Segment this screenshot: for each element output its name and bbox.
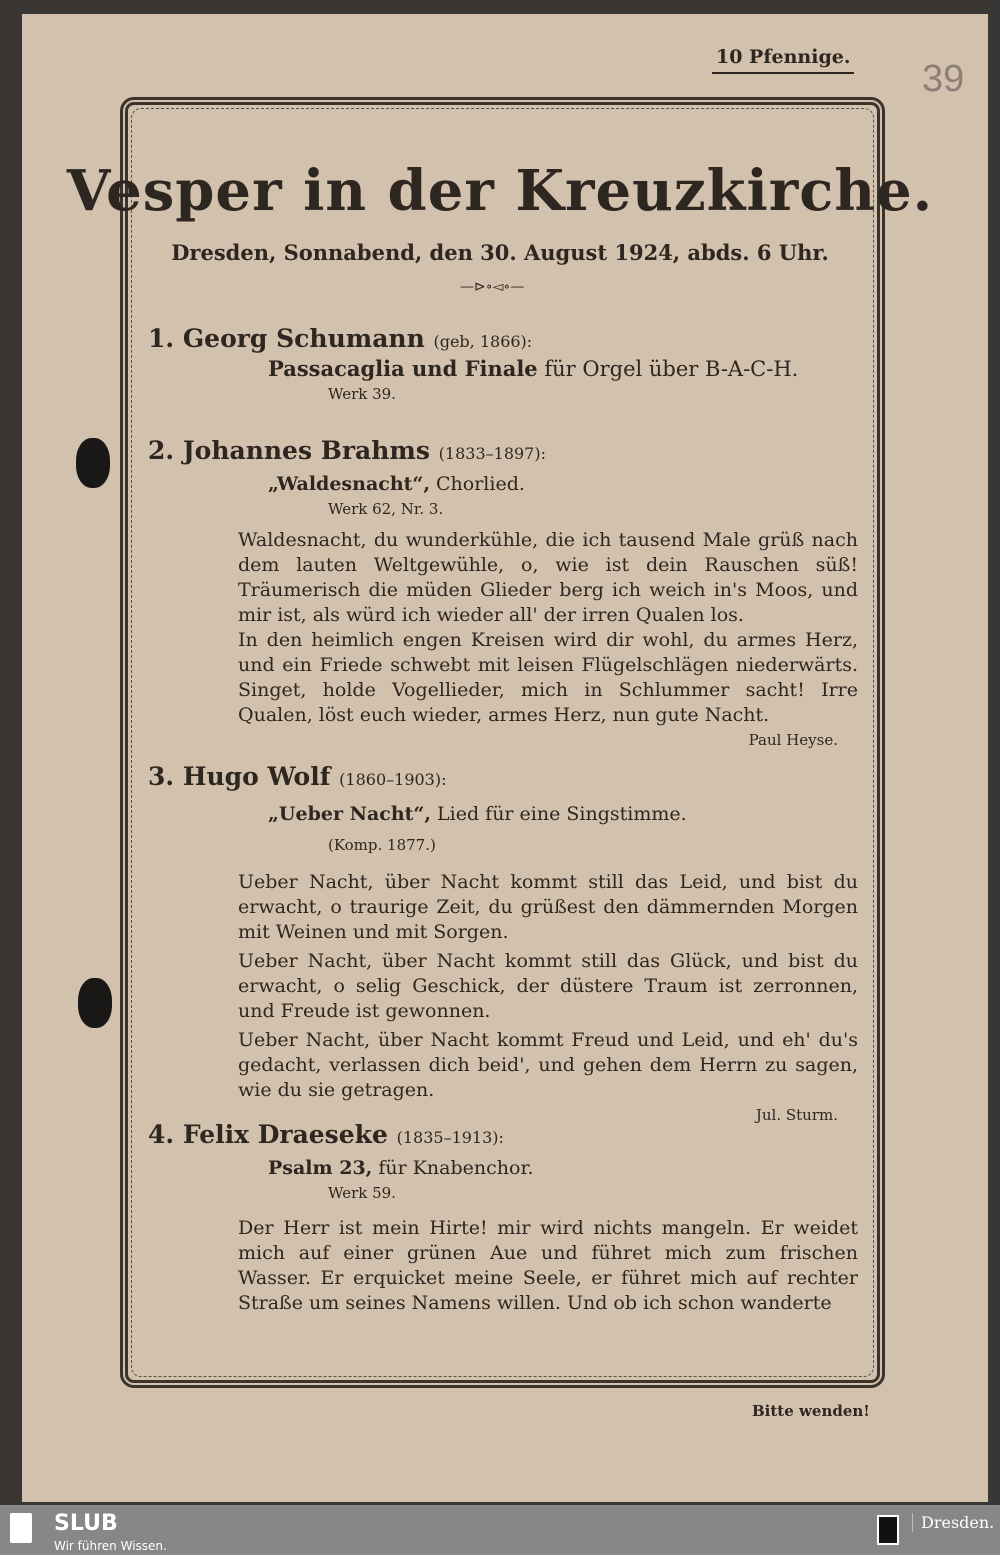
- price: 10 Pfennige.: [712, 46, 854, 74]
- page-title: Vesper in der Kreuzkirche.: [66, 158, 934, 224]
- lyrics-paragraph: In den heimlich engen Kreisen wird dir wohl, du armes Herz, und ein Friede schwebt mit leisen Flügelschlägen niederwärts. Singet, holde Vogellieder, mich in Schlummer sacht! Irre Qualen, löst euch wieder, armes Herz, nun gute Nacht.: [238, 629, 858, 726]
- program-item-1: 1. Georg Schumann (geb, 1866): Passacaglia und Finale für Orgel über B-A-C-H. Werk 39.: [148, 324, 799, 403]
- lyrics-paragraph: Der Herr ist mein Hirte! mir wird nichts mangeln. Er weidet mich auf einer grünen Aue und führet mich zum frischen Wasser. Er erquicket meine Seele, er führet mich auf rechter Straße um seines Namens willen. Und ob ich schon wanderte: [238, 1217, 858, 1314]
- dresden-crest-icon: [877, 1515, 899, 1545]
- program-item-4: 4. Felix Draeseke (1835–1913): Psalm 23, für Knabenchor. Werk 59. Der Herr ist mein Hirte! mir wird nichts mangeln. Er weidet mich auf einer grünen Aue und führet mich zum frischen Wasser. Er erquicket meine Seele, er führet mich auf rechter Straße um seines Namens willen. Und ob ich schon wanderte: [148, 1120, 858, 1314]
- slub-logo[interactable]: SLUB: [54, 1511, 118, 1536]
- lyrics-paragraph: Ueber Nacht, über Nacht kommt Freud und Leid, und eh' du's gedacht, verlassen dich beid', und gehen dem Herrn zu sagen, wie du sie getragen.: [238, 1029, 858, 1101]
- lyrics-paragraph: Ueber Nacht, über Nacht kommt still das Glück, und bist du erwacht, o selig Geschick, der düstere Traum ist zerronnen, und Freude ist gewonnen.: [238, 950, 858, 1022]
- subtitle: Dresden, Sonnabend, den 30. August 1924, abds. 6 Uhr.: [171, 240, 829, 265]
- program-item-2: 2. Johannes Brahms (1833–1897): „Waldesnacht“, Chorlied. Werk 62, Nr. 3. Waldesnacht, du wunderkühle, die ich tausend Male grüß nach dem lauten Weltgewühle, o, wie ist dein Rauschen süß! Träumerisch die müden Glieder berg ich weich in's Moos, und mir ist, als würd ich wieder all' der irren Qualen los. In den heimlich engen Kreisen wird dir wohl, du armes Herz, und ein Friede schwebt mit leisen Flügelschlägen niederwärts. Singet, holde Vogellieder, mich in Schlummer sacht! Irre Qualen, löst euch wieder, armes Herz, nun gute Nacht. Paul Heyse.: [148, 438, 858, 753]
- pencil-page-number: 39: [922, 58, 965, 100]
- footer-bar: [0, 1505, 1000, 1555]
- lyricist: Jul. Sturm.: [755, 1106, 838, 1124]
- slub-book-icon: [10, 1513, 32, 1543]
- lyrics-paragraph: Waldesnacht, du wunderkühle, die ich tausend Male grüß nach dem lauten Weltgewühle, o, wie ist dein Rauschen süß! Träumerisch die müden Glieder berg ich weich in's Moos, und mir ist, als würd ich wieder all' der irren Qualen los.: [238, 529, 858, 626]
- slub-tagline: Wir führen Wissen.: [54, 1539, 167, 1553]
- lyrics-paragraph: Ueber Nacht, über Nacht kommt still das Leid, und bist du erwacht, o traurige Zeit, du grüßest den dämmernden Morgen mit Weinen und mit Sorgen.: [238, 871, 858, 943]
- punch-hole: [78, 978, 112, 1028]
- dresden-logo[interactable]: Dresden.: [912, 1513, 994, 1532]
- program-item-3: 3. Hugo Wolf (1860–1903): „Ueber Nacht“, Lied für eine Singstimme. (Komp. 1877.) Ueber Nacht, über Nacht kommt still das Leid, und bist du erwacht, o traurige Zeit, du grüßest den dämmernden Morgen mit Weinen und mit Sorgen. Ueber Nacht, über Nacht kommt still das Glück, und bist du erwacht, o selig Geschick, der düstere Traum ist zerronnen, und Freude ist gewonnen. Ueber Nacht, über Nacht kommt Freud und Leid, und eh' du's gedacht, verlassen dich beid', und gehen dem Herrn zu sagen, wie du sie getragen. Jul. Sturm.: [148, 764, 858, 1128]
- ornament: —⊳∘◅∘—: [460, 279, 525, 295]
- turn-over-note: Bitte wenden!: [752, 1402, 870, 1420]
- lyricist: Paul Heyse.: [748, 731, 838, 749]
- punch-hole: [76, 438, 110, 488]
